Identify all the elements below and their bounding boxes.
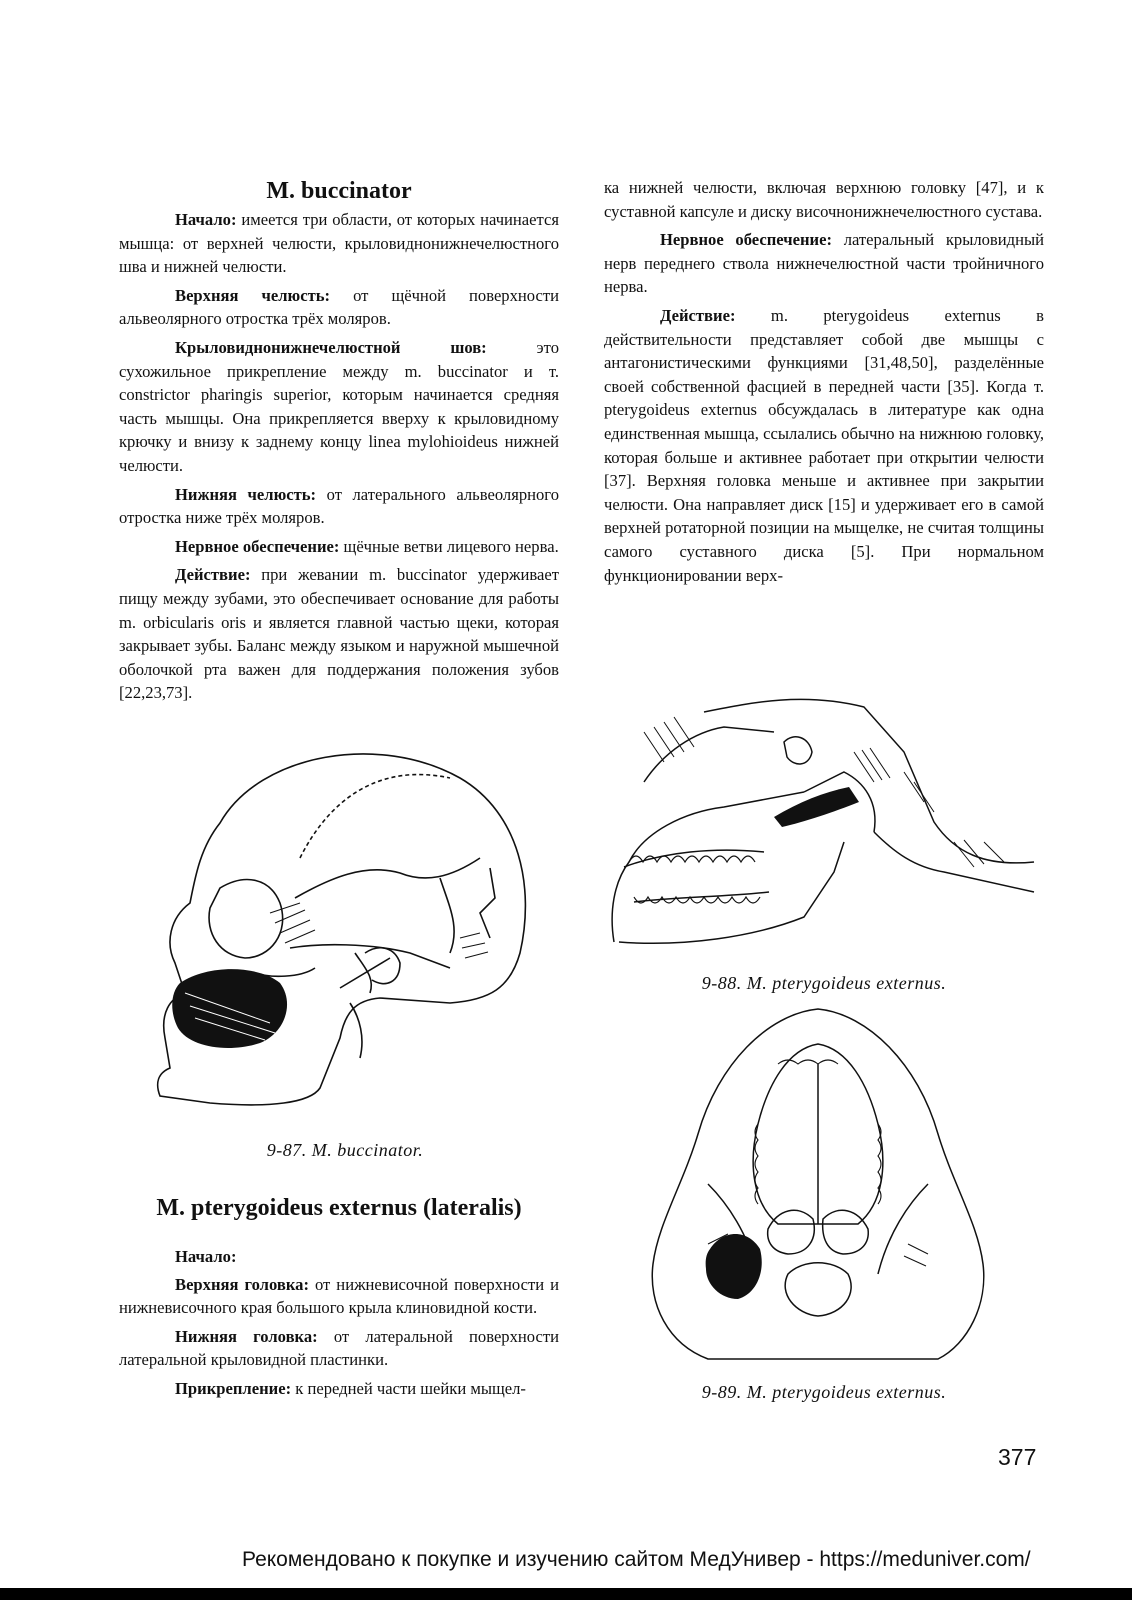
paragraph-action [119, 563, 559, 705]
label: Нижняя головка: [175, 1326, 318, 1346]
caption-9-88: 9-88. M. pterygoideus externus. [701, 973, 947, 993]
footer-recommendation: Рекомендовано к покупке и изучению сайтом МедУнивер - https://meduniver.com/ [242, 1548, 1031, 1571]
paragraph-insertion-cont: ка нижней челюсти, включая верхнюю головку [47], и к суставной капсуле и диску височнонижнечелюстного сустава. [604, 178, 1044, 221]
paragraph-insertion [119, 1377, 559, 1401]
label: Нижняя челюсть: [175, 484, 317, 504]
skull-illustration [150, 738, 540, 1123]
label: Действие: [175, 565, 251, 585]
label: Начало: [175, 210, 237, 229]
text: при жевании m. buccinator удерживает пищу между зубами, это обеспечивает основание для работы m. orbicularis oris и является главной частью щеки, которая закрывает зубы. Баланс между языком и наружной мышечной оболочкой рта важен для поддержания положения зубов [22,23,73]. [119, 565, 559, 703]
inferior-illustration [648, 1004, 988, 1364]
text: от латерального альвеолярного отростка ниже трёх моляров. [119, 484, 560, 528]
paragraph-innervation [119, 535, 559, 559]
section2-text [119, 1245, 559, 1406]
left-column [119, 176, 559, 710]
paragraph-innervation-2 [604, 228, 1044, 299]
label: Нервное обеспечение: [175, 536, 340, 556]
section-title-buccinator: M. buccinator [266, 178, 412, 204]
label: Крыловиднонижнечелюстной шов: [175, 337, 487, 357]
label: Действие: [660, 305, 736, 325]
text: щёчные ветви лицевого нерва. [339, 536, 559, 556]
text: от нижневисочной поверхности и нижневисочного края большого крыла клиновидной кости. [119, 1274, 559, 1318]
label: Нервное обеспечение: [660, 230, 832, 250]
origin-label: Начало: [175, 1247, 237, 1266]
text: имеется три области, от которых начинается мышца: от верхней челюсти, крыловиднонижнечелюстного шва и нижней челюсти. [119, 210, 559, 277]
text: к передней части шейки мыщел- [291, 1378, 526, 1398]
text: латеральный крыловидный нерв переднего ствола нижнечелюстной части тройничного нерва. [604, 230, 1044, 297]
right-column [604, 176, 1044, 592]
paragraph-raphe [119, 336, 559, 478]
label: Прикрепление: [175, 1378, 292, 1398]
text: от латеральной поверхности латеральной крыловидной пластинки. [119, 1326, 559, 1370]
page-number: 377 [998, 1444, 1037, 1470]
bottom-bar [0, 1588, 1132, 1600]
paragraph-upper-head [119, 1273, 559, 1320]
paragraph-action-2 [604, 304, 1044, 587]
label: Верхняя челюсть: [175, 285, 331, 305]
figure-pterygoid-sagittal [604, 692, 1044, 962]
section-title-pterygoideus: M. pterygoideus externus (lateralis) [156, 1195, 522, 1221]
caption-9-87: 9-87. M. buccinator. [266, 1140, 424, 1160]
text: m. pterygoideus externus в действительности представляет собой две мышцы с антагонистическими функциями [31,48,50], разделённые своей собственной фасцией в передней части [35]. Когда т. pterygoideus externus обсуждалась в литературе как одна единственная мышца, ссылались обычно на нижнюю головку, которая больше и активнее работает при открытии челюсти [37]. Верхняя головка меньше и активнее при закрытии челюсти. Она направляет диск [15] и удерживает его в самой верхней ротаторной позиции на мыщелке, не считая толщины самого суставного диска [5]. При нормальном функционировании верх- [604, 305, 1044, 585]
figure-pterygoid-inferior [648, 1004, 988, 1364]
caption-9-89: 9-89. M. pterygoideus externus. [701, 1382, 947, 1402]
text: это сухожильное прикрепление между m. buccinator и т. constrictor pharingis superior, которым начинается средняя часть мышцы. Она прикрепляется вверху к крыловидному крючку и внизу к заднему концу linea mylohioideus нижней челюсти. [119, 337, 559, 475]
paragraph-maxilla [119, 284, 559, 331]
paragraph-lower-head [119, 1325, 559, 1372]
figure-skull-buccinator [150, 738, 540, 1123]
text: от щёчной поверхности альвеолярного отростка трёх моляров. [119, 285, 559, 329]
paragraph-origin [119, 208, 559, 279]
label: Верхняя головка: [175, 1274, 309, 1294]
paragraph-mandible [119, 483, 559, 530]
sagittal-illustration [604, 692, 1044, 962]
